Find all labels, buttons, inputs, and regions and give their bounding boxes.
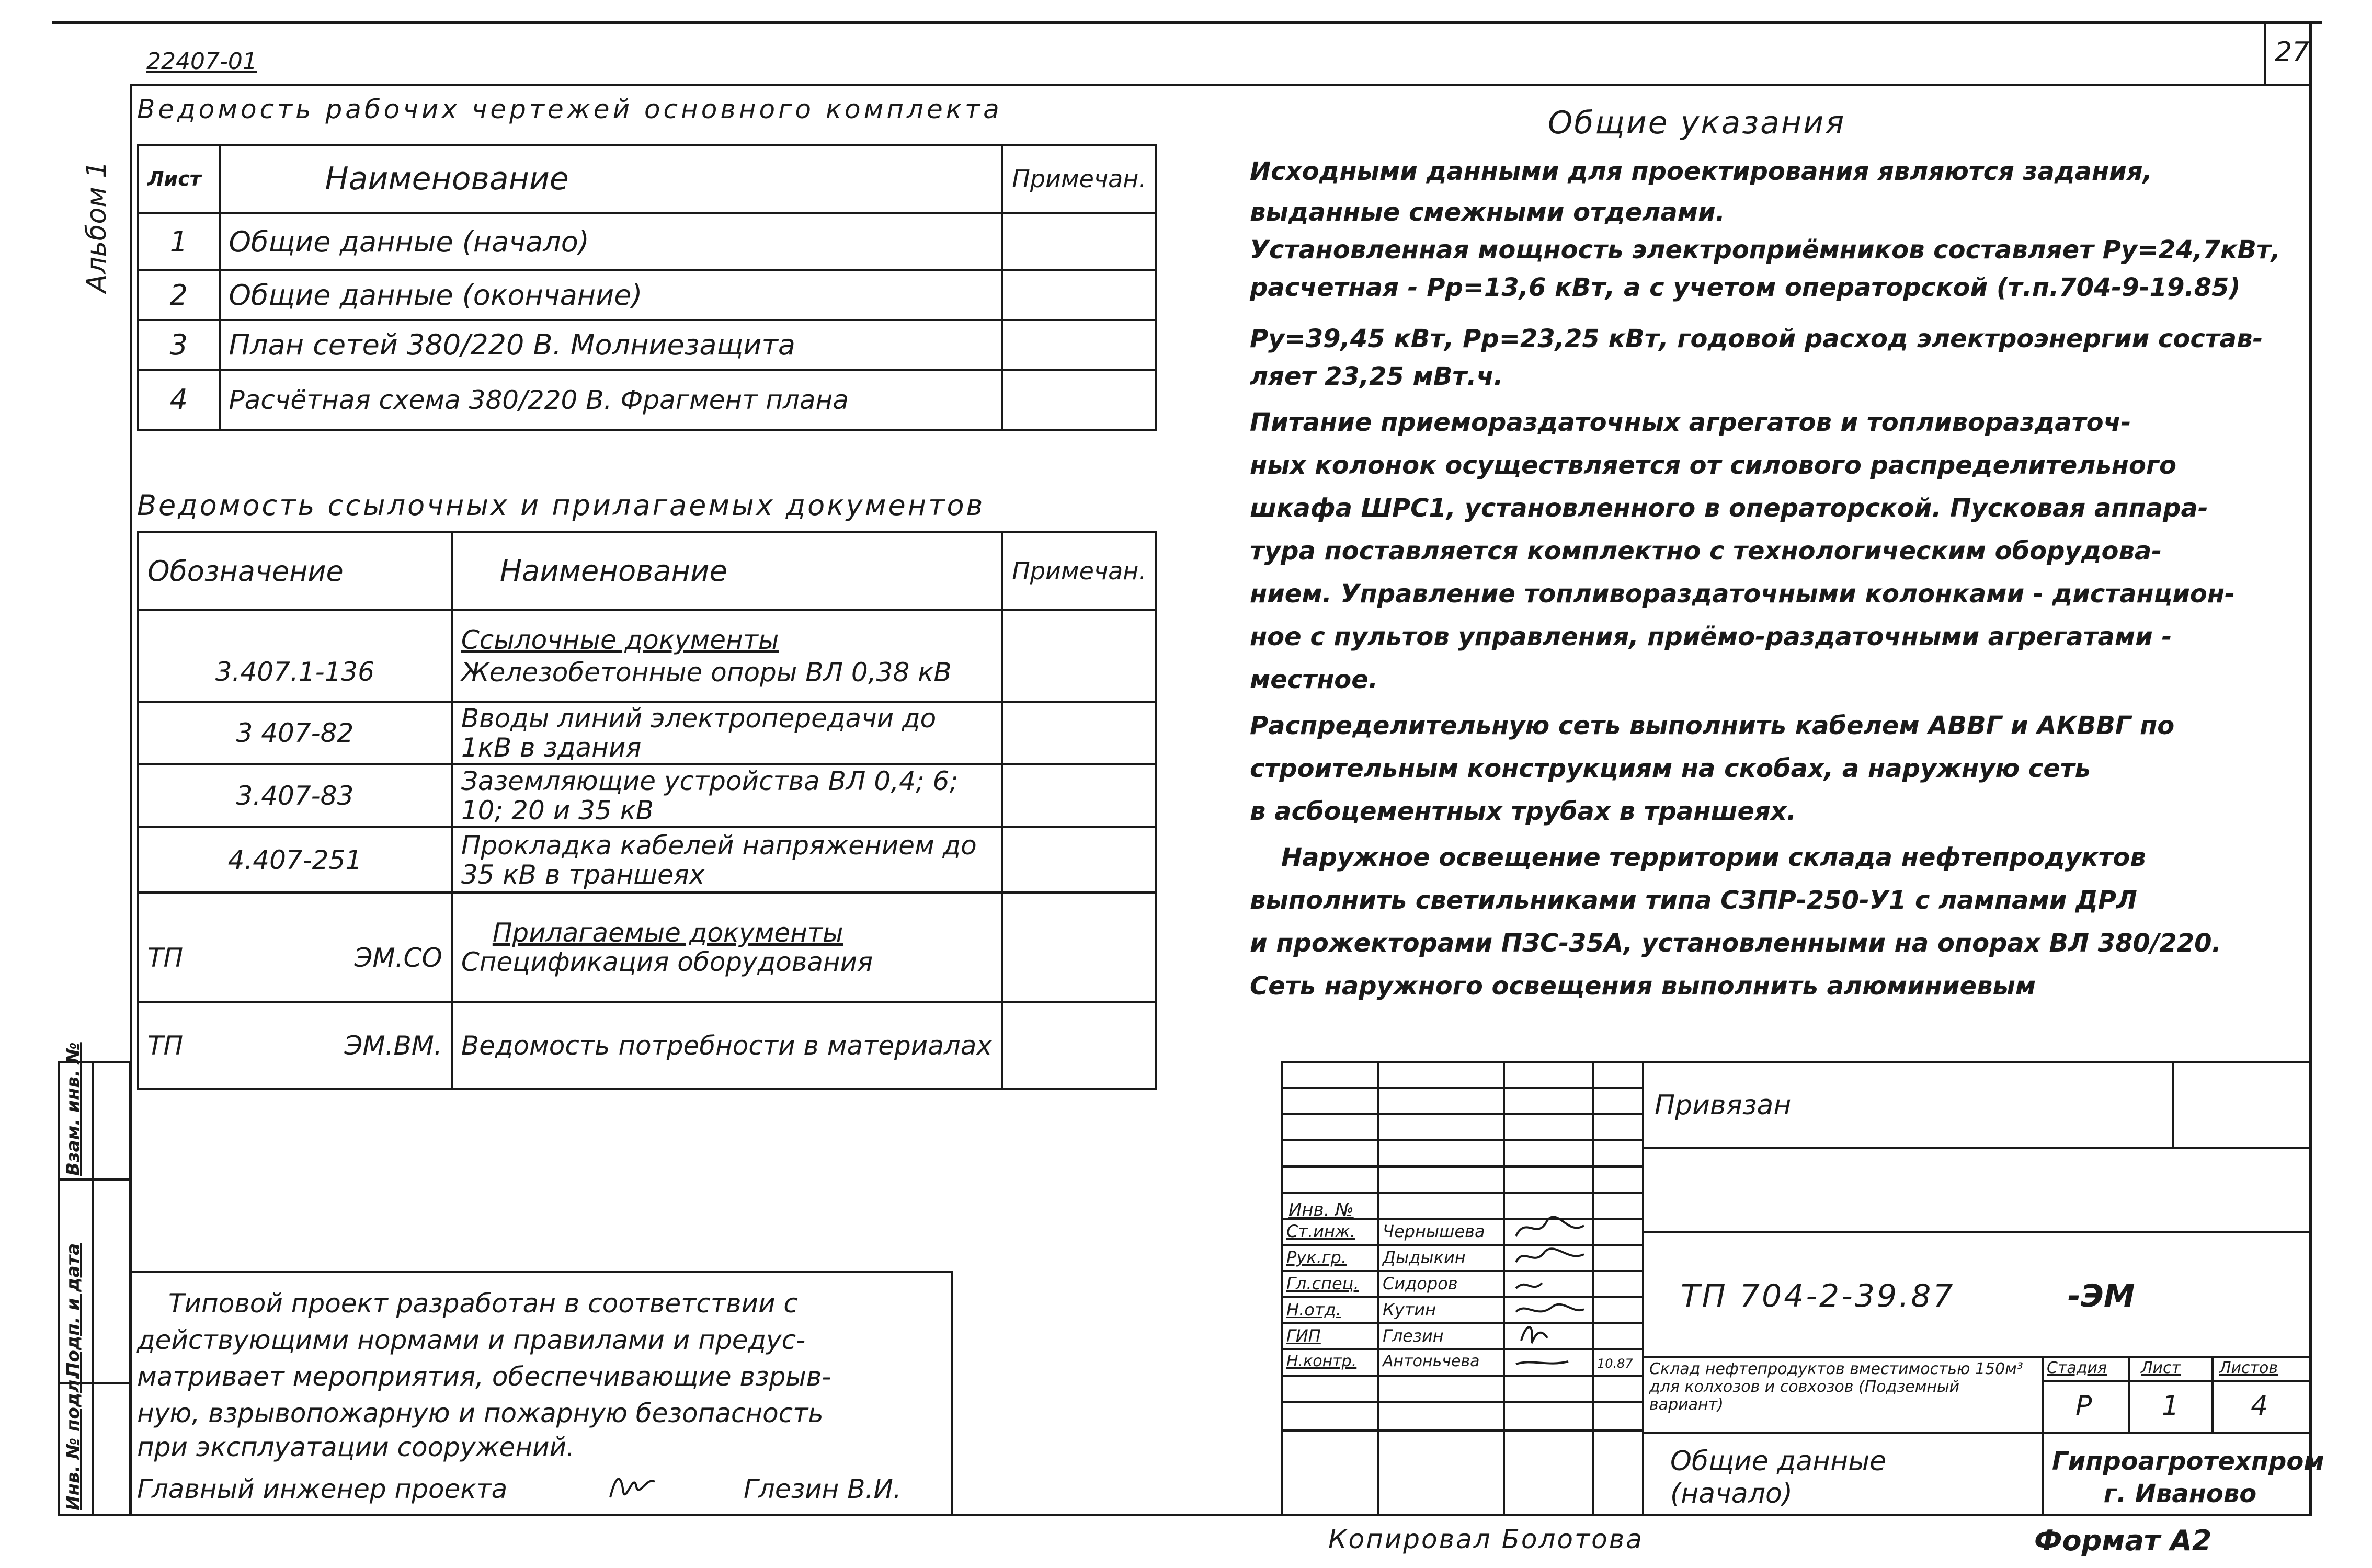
section-attached-label: Прилагаемые документы [492,918,843,948]
designation-cell: 4.407-251 [138,827,452,892]
note-line: в асбоцементных трубах в траншеях. [1250,797,1796,826]
table-row [138,764,1156,827]
tb-hline [1283,1139,1642,1141]
designation-cell: 3.407.1-136 [138,610,452,702]
sheet-number-box-left [2264,21,2266,84]
sheets-value: 4 [2251,1390,2268,1422]
chief-engineer-name: Глезин В.И. [744,1474,902,1504]
album-label: Альбом 1 [81,161,112,293]
role-name: Сидоров [1383,1274,1458,1294]
ref-name: Железобетонные опоры ВЛ 0,38 кВ [461,657,952,688]
tb-vline [2172,1063,2174,1147]
column-header: Лист [138,145,220,213]
tb-hline [1283,1429,1642,1432]
table-row [138,1002,1156,1089]
organization: Гипроагротехпром г. Иваново [2052,1447,2324,1508]
role-label: Н.отд. [1286,1300,1341,1320]
stage-label: Стадия [2047,1359,2107,1377]
copied-by: Копировал Болотова [1328,1524,1644,1554]
designation-cell: 3.407-83 [138,764,452,827]
table-row [138,610,1156,702]
column-header: Примечан. [1002,145,1156,213]
note-line: шкафа ШРС1, установленного в операторской. Пусковая аппара- [1250,494,2208,523]
ref-name: Спецификация оборудования [461,947,873,977]
designation-code: ЭМ.СО [354,943,442,973]
statement-line: Типовой проект разработан в соответствии с [168,1288,798,1319]
name-cell [452,892,1002,1002]
role-label: Н.контр. [1286,1352,1357,1370]
note-line: Распределительную сеть выполнить кабелем АВВГ и АКВВГ по [1250,711,2175,740]
tb-hline [2042,1380,2311,1382]
note-line: расчетная - Рр=13,6 кВт, а с учетом операторской (т.п.704-9-19.85) [1250,273,2241,302]
table-row [138,370,1156,430]
tb-hline [1642,1231,2311,1233]
note-cell [1002,827,1156,892]
statement-line: матривает мероприятия, обеспечивающие взрыв- [137,1361,831,1392]
note-cell [1002,892,1156,1002]
table-row [138,320,1156,370]
signatures [1506,1210,1641,1377]
note-cell [1002,320,1156,370]
tb-vline [1377,1063,1379,1516]
sheet-number: 27 [2275,37,2310,68]
linked-label: Привязан [1655,1090,1792,1121]
doc-code: 22407-01 [146,48,257,75]
note-line: выданные смежными отделами. [1250,198,1725,227]
role-name: Глезин [1383,1326,1444,1346]
general-notes-title: Общие указания [1548,105,1846,141]
name-cell: Общие данные (окончание) [220,270,1003,320]
note-cell [1002,1002,1156,1089]
column-header: Примечан. [1002,532,1156,610]
project-code: ТП 704-2-39.87 [1681,1278,1955,1314]
name-cell: Общие данные (начало) [220,213,1003,270]
column-header: Обозначение [138,532,452,610]
date-value: 10.87 [1597,1356,1633,1371]
tb-vline [2211,1356,2214,1432]
name-cell: План сетей 380/220 В. Молниезащита [220,320,1003,370]
stamp-divider [92,1063,94,1514]
note-line: Наружное освещение территории склада нефтепродуктов [1281,843,2146,872]
note-line: и прожекторами ПЗС-35А, установленными на опорах ВЛ 380/220. [1250,929,2221,958]
sheet-label: Лист [2141,1359,2181,1377]
column-header: Наименование [220,145,1003,213]
role-label: Гл.спец. [1286,1274,1359,1294]
section-ref-label: Ссылочные документы [461,624,779,655]
sheet-cell: 2 [138,270,220,320]
sheet-title: Общие данные (начало) [1670,1446,1887,1509]
drawings-list-title: Ведомость рабочих чертежей основного комплекта [137,94,1002,124]
tb-hline [1642,1147,2311,1149]
drawings-list-table [137,144,1157,431]
sheet-cell: 3 [138,320,220,370]
chief-engineer-label: Главный инженер проекта [137,1474,508,1504]
role-name: Кутин [1383,1300,1436,1320]
note-line: строительным конструкциям на скобах, а наружную сеть [1250,754,2091,783]
statement-line: действующими нормами и правилами и предус- [137,1325,806,1355]
table-row [138,213,1156,270]
name-cell: Прокладка кабелей напряжением до 35 кВ в траншеях [452,827,1002,892]
role-label: ГИП [1286,1326,1321,1346]
tb-vline [1503,1063,1505,1516]
statement-line: ную, взрывопожарную и пожарную безопасность [137,1398,824,1428]
designation-series: ТП [147,1030,184,1061]
note-line: нием. Управление топливораздаточными колонками - дистанцион- [1250,579,2235,609]
note-cell [1002,610,1156,702]
role-name: Чернышева [1383,1221,1485,1241]
left-margin-stamp [58,1042,131,1516]
note-line: Исходными данными для проектирования являются задания, [1250,157,2152,186]
designation-cell [138,892,452,1002]
note-line: выполнить светильниками типа СЗПР-250-У1 с лампами ДРЛ [1250,886,2137,915]
stamp-divider [60,1178,129,1181]
general-notes [1250,157,2296,1004]
table-header-row [138,532,1156,610]
note-line: Установленная мощность электроприёмников составляет Ру=24,7кВт, [1250,235,2281,265]
note-line: Сеть наружного освещения выполнить алюминиевым [1250,971,2036,1001]
title-block [1281,1061,2324,1516]
tb-hline [1283,1401,1642,1403]
frame-inner-top-line [131,84,2311,86]
note-cell [1002,370,1156,430]
format-label: Формат А2 [2034,1524,2212,1557]
name-cell: Ведомость потребности в материалах [452,1002,1002,1089]
note-cell [1002,702,1156,764]
name-cell: Заземляющие устройства ВЛ 0,4; 6; 10; 20 и 35 кВ [452,764,1002,827]
frame-top-line [52,21,2322,24]
compliance-statement [132,1271,953,1516]
tb-hline [1642,1356,2311,1358]
role-label: Рук.гр. [1286,1247,1347,1267]
object-name: Склад нефтепродуктов вместимостью 150м³ для колхозов и совхозов (Подземный вариант) [1649,1360,2023,1414]
stamp-label-inv: Инв. № подл. [63,1372,84,1510]
designation-series: ТП [147,943,184,973]
tb-vline [2128,1356,2130,1432]
table-row [138,892,1156,1002]
designation-code: ЭМ.ВМ. [344,1030,442,1061]
tb-vline [1642,1063,1644,1516]
note-line: Ру=39,45 кВт, Рр=23,25 кВт, годовой расход электроэнергии состав- [1250,324,2263,353]
column-header: Наименование [452,532,1002,610]
note-cell [1002,213,1156,270]
chief-signature [605,1466,663,1508]
note-line: местное. [1250,665,1378,694]
tb-hline [1283,1192,1642,1194]
note-cell [1002,270,1156,320]
table-row [138,827,1156,892]
tb-hline [1283,1087,1642,1089]
table-header-row [138,145,1156,213]
designation-cell: 3 407-82 [138,702,452,764]
inv-label: Инв. № [1288,1199,1354,1220]
table-row [138,270,1156,320]
note-line: ных колонок осуществляется от силового распределительного [1250,451,2176,480]
sheet-cell: 1 [138,213,220,270]
role-name: Антоньчева [1383,1352,1480,1370]
designation-cell [138,1002,452,1089]
role-name: Дыдыкин [1383,1247,1466,1267]
table-row [138,702,1156,764]
statement-line: при эксплуатации сооружений. [137,1432,575,1462]
note-line: ное с пультов управления, приёмо-раздаточными агрегатами - [1250,622,2172,651]
name-cell [452,610,1002,702]
tb-hline [1283,1113,1642,1115]
name-cell: Вводы линий электропередачи до 1кВ в здания [452,702,1002,764]
tb-hline [1283,1165,1642,1168]
note-line: тура поставляется комплектно с технологическим оборудова- [1250,536,2162,566]
stamp-label-sign: Подп. и дата [63,1243,84,1377]
role-label: Ст.инж. [1286,1221,1355,1241]
stage-value: Р [2076,1390,2092,1422]
references-title: Ведомость ссылочных и прилагаемых документов [137,489,985,522]
stamp-label-replace: Взам. инв. № [63,1042,84,1176]
tb-vline [2042,1356,2044,1516]
note-cell [1002,764,1156,827]
name-cell: Расчётная схема 380/220 В. Фрагмент плана [220,370,1003,430]
tb-hline [1642,1432,2311,1434]
note-line: ляет 23,25 мВт.ч. [1250,362,1503,391]
sheet-cell: 4 [138,370,220,430]
note-line: Питание приемораздаточных агрегатов и топливораздаточ- [1250,408,2131,437]
references-table [137,531,1157,1090]
sheet-value: 1 [2162,1390,2180,1422]
project-code-suffix: -ЭМ [2068,1278,2135,1314]
sheets-label: Листов [2219,1359,2278,1377]
